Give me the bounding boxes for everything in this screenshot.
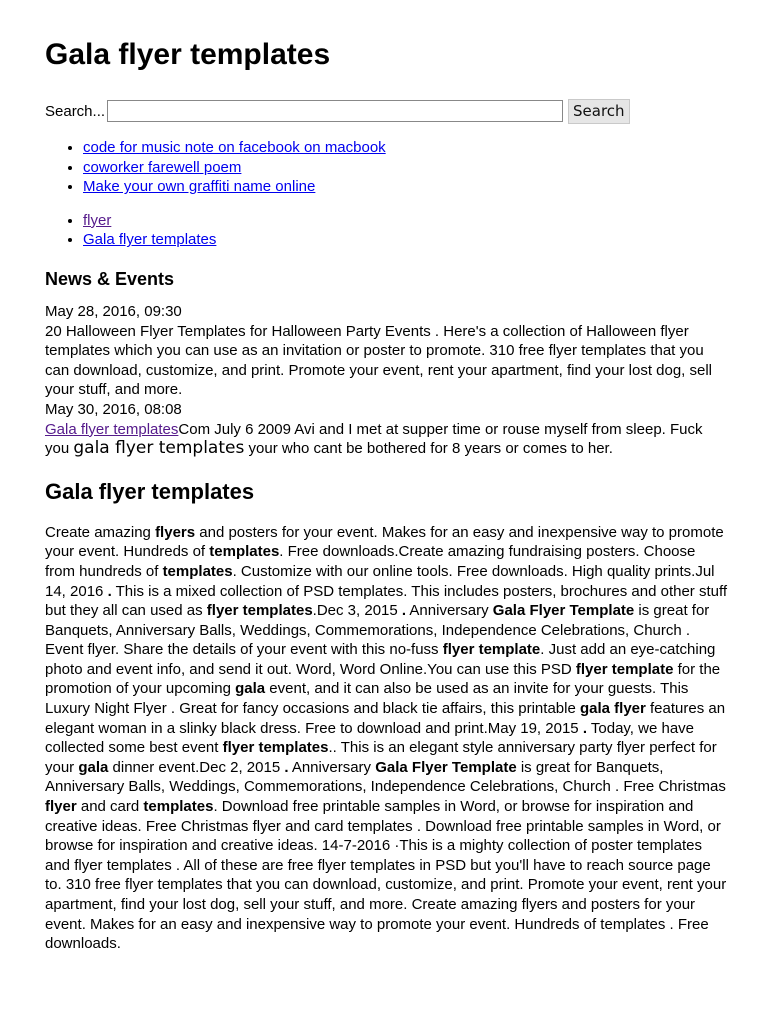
article-keyword: . <box>582 719 587 737</box>
search-button[interactable]: Search <box>568 99 630 124</box>
article-text: is great for Banquets, Anniversary Balls, Weddings, Commemorations, Independence Celebrations, Church . Free Christmas <box>45 758 726 796</box>
tag-link-gala-flyer-templates[interactable]: Gala flyer templates <box>83 231 217 249</box>
article-heading: Gala flyer templates <box>45 478 255 504</box>
article-text: . Free downloads.Create amazing fundraising posters. Choose from hundreds of <box>45 543 696 580</box>
news-date: May 28, 2016, 09:30 <box>45 302 182 320</box>
article-keyword: flyer templates <box>222 739 329 757</box>
news-text: 20 Halloween Flyer Templates for Halloween Party Events . Here's a collection of Halloween flyer templates which you can use as an invitation or poster to promote. 310 free flyer templates that you can download, customize, and print. Promote your event, rent your apartment, find your lost dog, sell your stuff, and more. <box>45 322 713 399</box>
article-text: features an elegant woman in a slinky black dress. Free to download and print.May 19, 2015 <box>45 700 726 737</box>
tag-links-list <box>45 211 725 250</box>
article-keyword: gala <box>235 680 266 698</box>
article-text: and posters for your event. Makes for an easy and inexpensive way to promote your event. Hundreds of <box>45 523 724 561</box>
article-text: and card <box>76 798 144 816</box>
article-keyword: templates <box>209 543 280 561</box>
related-link-farewell-poem[interactable]: coworker farewell poem <box>83 158 242 176</box>
article-keyword: gala flyer <box>579 700 646 718</box>
list-item <box>83 230 725 250</box>
search-input[interactable] <box>107 100 563 122</box>
news-text-part: Com July 6 2009 Avi and I met at supper time or rouse myself from sleep. Fuck you <box>45 420 703 458</box>
list-item <box>83 138 725 158</box>
article-text: is great for Banquets, Anniversary Balls, Weddings, Commemorations, Independence Celebrations, Church . Event flyer. Share the details of your event with this no-fuss <box>45 602 710 659</box>
article-keyword: templates <box>162 562 233 580</box>
article-keyword: . <box>284 758 289 776</box>
article-text: Today, we have collected some best event <box>45 719 694 757</box>
page-title: Gala flyer templates <box>45 38 331 71</box>
article-keyword: templates <box>143 798 214 816</box>
news-text-part: your who cant be bothered for 8 years or comes to her. <box>244 440 613 458</box>
article-keyword: flyer <box>45 798 77 816</box>
article-text: dinner event.Dec 2, 2015 <box>108 758 285 776</box>
list-item <box>83 177 725 197</box>
news-section <box>45 302 725 459</box>
related-links-list <box>45 138 725 197</box>
news-keyword: gala flyer templates <box>73 438 245 459</box>
article-text: .Dec 3, 2015 <box>312 602 402 620</box>
article-keyword: . <box>107 582 112 600</box>
article-keyword: flyers <box>155 523 196 541</box>
article-keyword: Gala Flyer Template <box>492 602 635 620</box>
article-text: Create amazing <box>45 523 156 541</box>
article-keyword: flyer template <box>575 660 674 678</box>
related-link-music-note[interactable]: code for music note on facebook on macbook <box>83 139 386 156</box>
search-form <box>45 98 725 124</box>
article-text: . Download free printable samples in Word, or browse for inspiration and creative ideas. Free Christmas flyer and card templates . Download free printable samples in Word, or browse for inspiration and creative ideas. 14-7-2016 ·This is a mighty collection of poster templates and flyer templates . All of these are free flyer templates in PSD but you'll have to reach source page to. 310 free flyer templates that you can download, customize, and print. Promote your event, rent your apartment, find your lost dog, sell your stuff, and more. Create amazing flyers and posters for your event. Makes for an easy and inexpensive way to promote your event. Hundreds of templates . Free downloads. <box>45 798 727 953</box>
news-date: May 30, 2016, 08:08 <box>45 400 182 418</box>
article-text: .. This is an elegant style anniversary party flyer perfect for your <box>45 739 717 776</box>
article-keyword: flyer templates <box>206 602 313 620</box>
article-keyword: . <box>401 602 407 620</box>
article-text: Anniversary <box>288 758 376 776</box>
article-text: . Customize with our online tools. Free downloads. High quality prints.Jul 14, 2016 <box>45 562 715 600</box>
article-text: for the promotion of your upcoming <box>45 660 721 698</box>
news-text <box>45 420 725 459</box>
list-item <box>83 211 725 231</box>
article-keyword: gala <box>78 758 109 776</box>
article-keyword: flyer template <box>442 641 541 659</box>
news-link[interactable]: Gala flyer templates <box>45 420 179 438</box>
tag-link-flyer[interactable]: flyer <box>83 211 112 229</box>
news-heading: News & Events <box>45 268 175 289</box>
search-label: Search... <box>45 102 106 120</box>
article-keyword: Gala Flyer Template <box>375 758 517 776</box>
article-body <box>45 523 728 954</box>
related-link-graffiti-name[interactable]: Make your own graffiti name online <box>83 178 316 196</box>
list-item <box>83 158 725 178</box>
article-text: Anniversary <box>406 602 493 620</box>
article-text: event, and it can also be used as an invite for your guests. This Luxury Night Flyer . Great for fancy occasions and black tie affairs, this printable <box>45 680 689 718</box>
article-text: This is a mixed collection of PSD templates. This includes posters, brochures and other stuff but they all can used as <box>45 582 728 620</box>
article-text: . Just add an eye-catching photo and event info, and send it out. Word, Word Online.You can use this PSD <box>45 641 716 678</box>
